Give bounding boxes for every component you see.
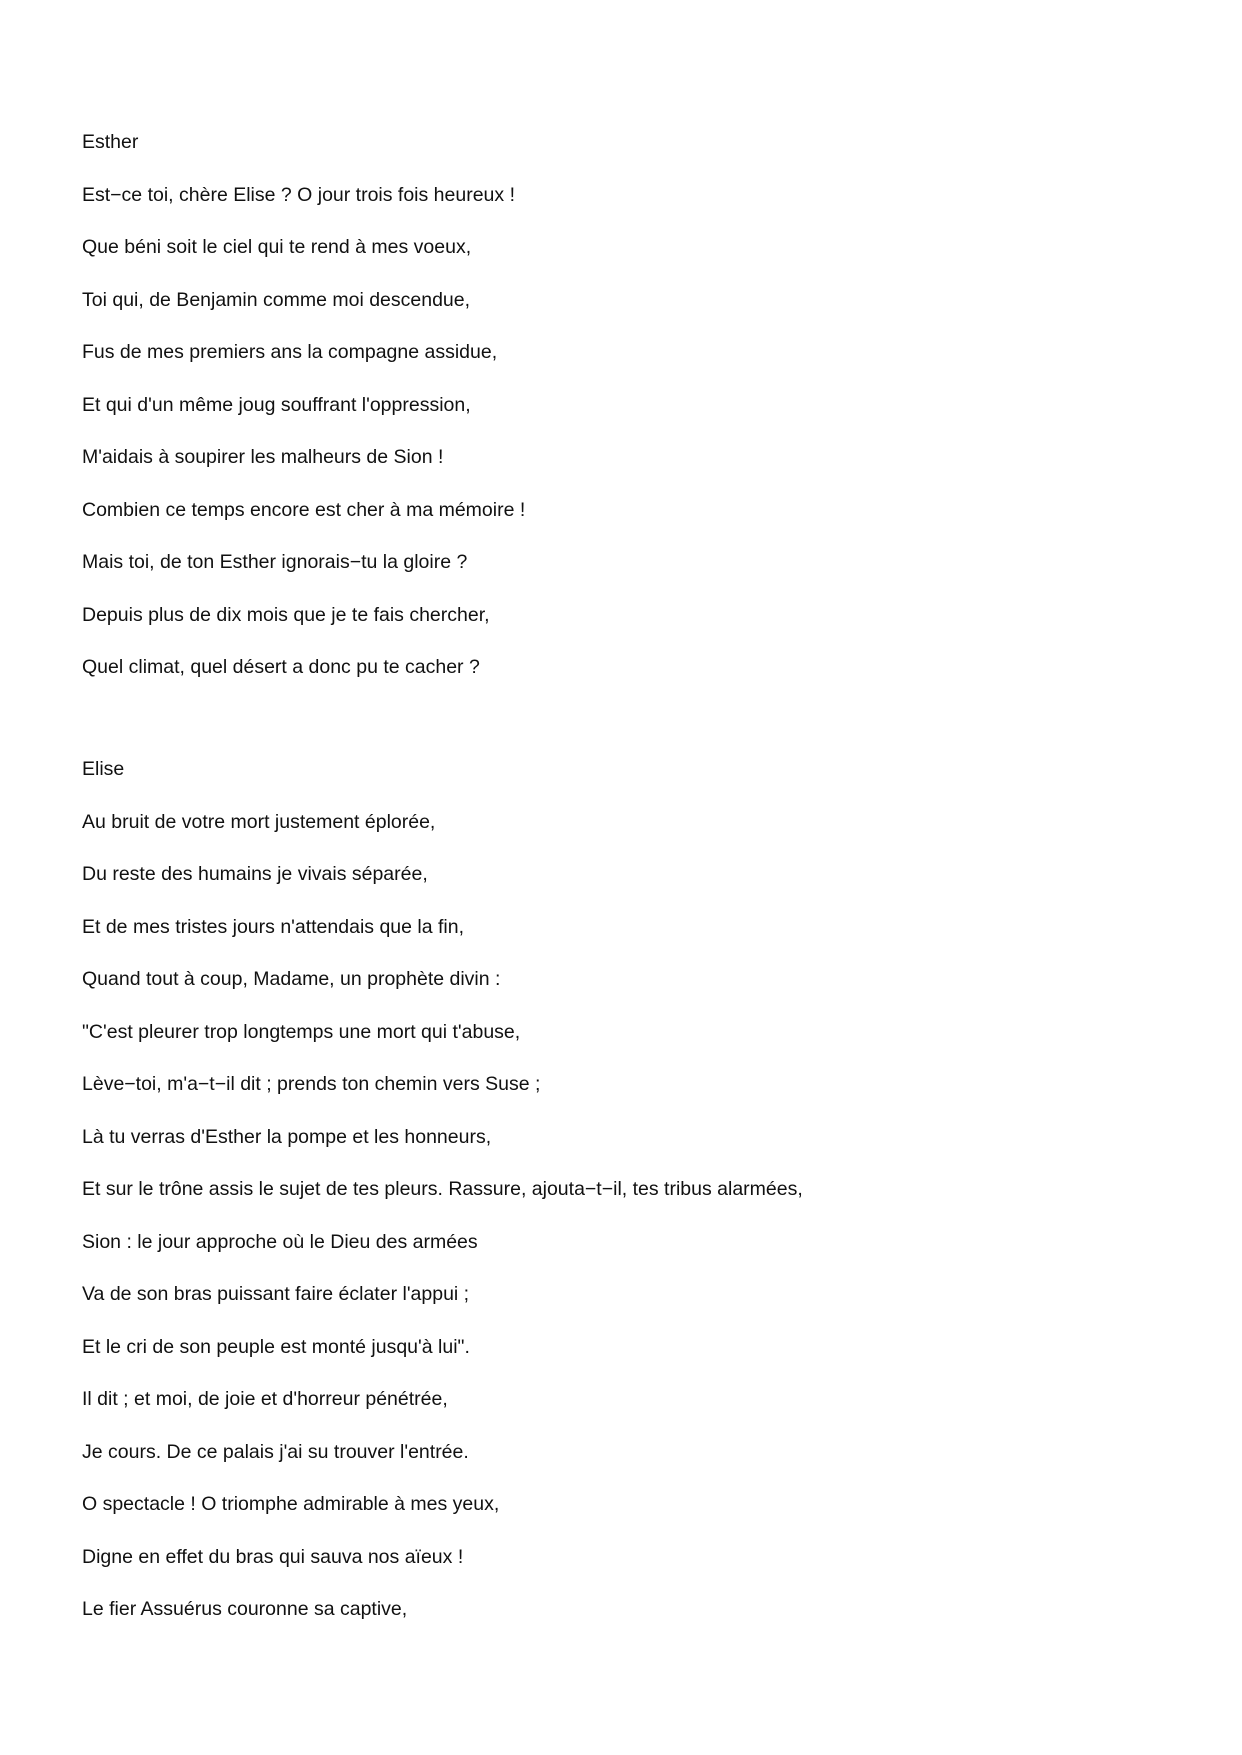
verse-line: Et le cri de son peuple est monté jusqu'à lui". (82, 1335, 470, 1358)
verse-line: Quand tout à coup, Madame, un prophète divin : (82, 968, 501, 990)
verse-line: Que béni soit le ciel qui te rend à mes voeux, (82, 236, 472, 258)
verse-line: Et qui d'un même joug souffrant l'oppression, (82, 393, 471, 416)
verse-line: Est−ce toi, chère Elise ? O jour trois fois heureux ! (82, 183, 515, 206)
verse-line: Quel climat, quel désert a donc pu te cacher ? (82, 656, 480, 678)
verse-line: O spectacle ! O triomphe admirable à mes yeux, (82, 1493, 500, 1515)
verse-line: Va de son bras puissant faire éclater l'appui ; (82, 1283, 470, 1305)
verse-line: Digne en effet du bras qui sauva nos aïeux ! (82, 1545, 464, 1568)
verse-line: Fus de mes premiers ans la compagne assidue, (82, 341, 498, 363)
verse-line: Combien ce temps encore est cher à ma mémoire ! (82, 498, 526, 521)
verse-line: Je cours. De ce palais j'ai su trouver l'entrée. (82, 1440, 469, 1463)
section-elise (82, 757, 1182, 1650)
verse-line: Depuis plus de dix mois que je te fais chercher, (82, 603, 490, 626)
verse-line: Lève−toi, m'a−t−il dit ; prends ton chemin vers Suse ; (82, 1073, 541, 1095)
verse-line: Toi qui, de Benjamin comme moi descendue, (82, 288, 471, 311)
verse-line: Au bruit de votre mort justement éplorée, (82, 810, 436, 833)
verse-line: Il dit ; et moi, de joie et d'horreur pénétrée, (82, 1388, 448, 1410)
speaker-name: Elise (82, 758, 125, 780)
verse-line: "C'est pleurer trop longtemps une mort qui t'abuse, (82, 1020, 521, 1043)
verse-line: Du reste des humains je vivais séparée, (82, 863, 428, 885)
verse-line: Sion : le jour approche où le Dieu des armées (82, 1230, 478, 1253)
verse-line: M'aidais à soupirer les malheurs de Sion ! (82, 446, 444, 468)
verse-line: Là tu verras d'Esther la pompe et les honneurs, (82, 1125, 492, 1148)
verse-line: Et sur le trône assis le sujet de tes pleurs. Rassure, ajouta−t−il, tes tribus alarmées, (82, 1178, 803, 1200)
verse-line: Mais toi, de ton Esther ignorais−tu la gloire ? (82, 551, 468, 573)
verse-line: Le fier Assuérus couronne sa captive, (82, 1598, 408, 1620)
speaker-name: Esther (82, 131, 139, 153)
verse-line: Et de mes tristes jours n'attendais que la fin, (82, 915, 465, 938)
section-esther (82, 130, 1182, 708)
